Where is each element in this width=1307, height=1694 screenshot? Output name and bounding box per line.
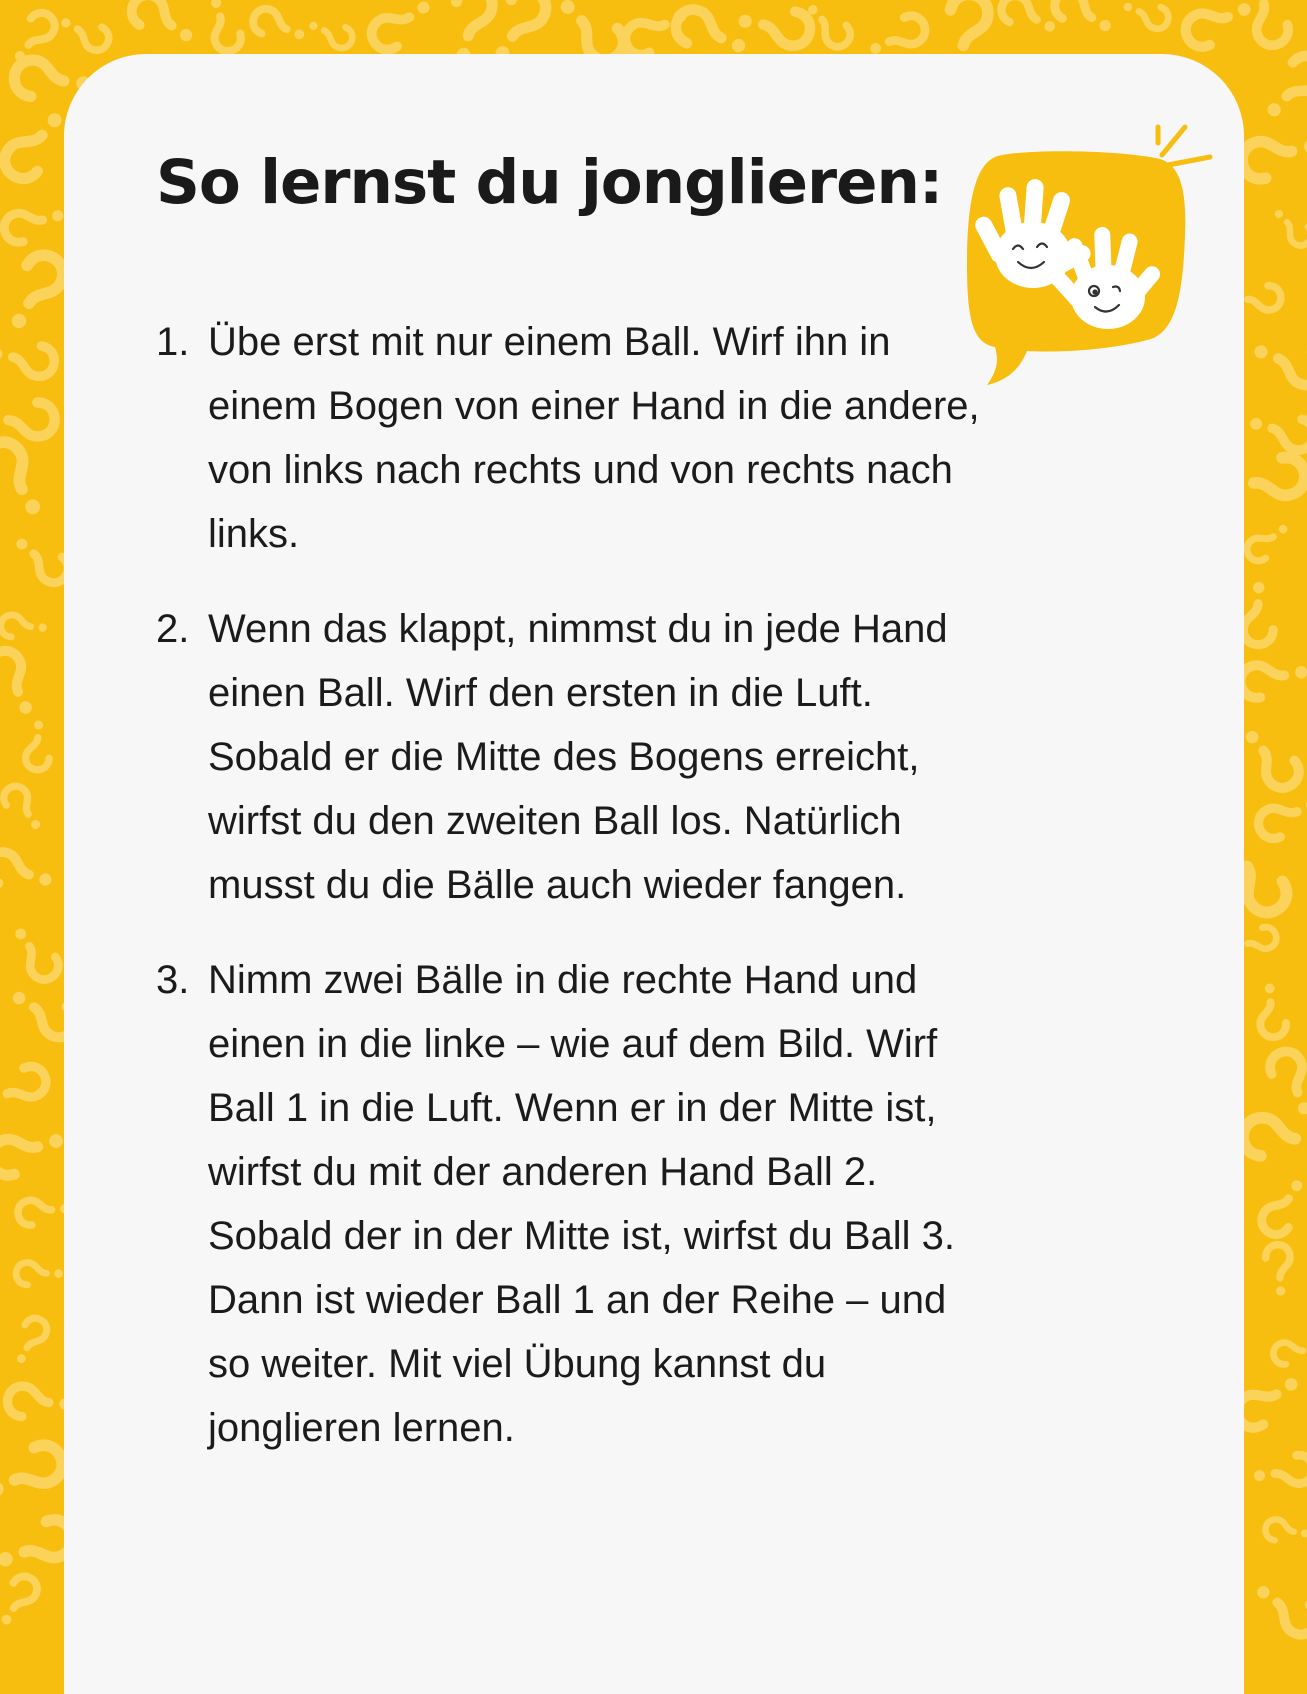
question-mark-icon <box>306 14 356 52</box>
question-mark-icon <box>1249 332 1307 390</box>
question-mark-icon <box>1 201 67 245</box>
question-mark-icon <box>0 401 55 436</box>
question-mark-icon <box>0 614 48 640</box>
step-text: Wenn das klappt, nimmst du in jede Hand einen Ball. Wirf den ersten in die Luft. Sobald er die Mitte des Bogens erreicht, wirfst du den zweiten Ball los. Natürlich musst du die Bälle auch wieder fangen. <box>208 597 996 917</box>
page-title: So lernst du jonglieren: <box>156 152 942 213</box>
question-mark-icon <box>1265 1047 1307 1121</box>
question-mark-icon <box>1252 1453 1307 1489</box>
question-mark-icon <box>1256 1174 1307 1240</box>
question-mark-icon <box>1243 581 1275 645</box>
question-mark-icon <box>56 9 112 54</box>
question-mark-icon <box>17 1197 71 1226</box>
step-number: 2. <box>156 597 189 661</box>
question-mark-icon <box>0 848 55 897</box>
question-mark-icon <box>0 248 70 335</box>
step-number: 1. <box>156 310 189 374</box>
question-mark-icon <box>1241 1116 1307 1162</box>
question-mark-icon <box>203 0 244 54</box>
step-item <box>156 948 996 1460</box>
step-item <box>156 310 996 566</box>
question-mark-icon <box>1238 128 1307 182</box>
question-mark-icon <box>1265 1244 1292 1296</box>
burst-lines <box>1158 127 1210 165</box>
step-number: 3. <box>156 948 189 1012</box>
waving-hands-speech-bubble-icon <box>955 115 1215 410</box>
question-mark-icon <box>1247 406 1307 453</box>
question-mark-icon <box>0 1062 51 1116</box>
question-mark-icon <box>0 1123 68 1180</box>
step-text: Übe erst mit nur einem Ball. Wirf ihn in einem Bogen von einer Hand in die andere, von links nach rechts und von rechts nach links. <box>208 310 996 566</box>
question-mark-icon <box>1269 203 1307 250</box>
steps-list <box>156 310 996 1491</box>
question-mark-icon <box>7 921 64 985</box>
question-mark-icon <box>25 720 52 771</box>
question-mark-icon <box>126 0 200 53</box>
question-mark-icon <box>8 1314 50 1367</box>
question-mark-icon <box>249 5 308 49</box>
question-mark-icon <box>1120 0 1171 32</box>
question-mark-icon <box>1264 1518 1307 1545</box>
question-mark-icon <box>1243 518 1294 565</box>
step-text: Nimm zwei Bälle in die rechte Hand und einen in die linke – wie auf dem Bild. Wirf Ball 1 in die Luft. Wenn er in der Mitte ist, wirfst du mit der anderen Hand Ball 2. Sobald der in der Mitte ist, wirfst du Ball 3. Dann ist wieder Ball 1 an der Reihe – und so weiter. Mit viel Übung kannst du jonglieren lernen. <box>208 948 996 1460</box>
question-mark-icon <box>1237 721 1306 794</box>
question-mark-icon <box>736 2 813 49</box>
question-mark-icon <box>1256 49 1307 125</box>
question-mark-icon <box>0 646 42 721</box>
question-mark-icon <box>1180 0 1257 52</box>
question-mark-icon <box>0 337 57 380</box>
question-mark-icon <box>366 0 439 56</box>
step-item <box>156 597 996 917</box>
question-mark-icon <box>0 782 47 836</box>
question-mark-icon <box>16 1262 63 1285</box>
question-mark-icon <box>0 1572 42 1630</box>
question-mark-icon <box>1244 0 1292 49</box>
question-mark-icon <box>1238 656 1307 700</box>
question-mark-icon <box>1257 983 1286 1038</box>
question-mark-icon <box>1249 1575 1307 1641</box>
question-mark-icon <box>1272 1339 1307 1365</box>
question-mark-icon <box>0 435 52 524</box>
question-mark-icon <box>1049 0 1116 42</box>
question-mark-icon <box>6 1385 72 1421</box>
question-mark-icon <box>1254 790 1307 843</box>
question-mark-icon <box>0 104 74 186</box>
question-mark-icon <box>0 1439 69 1508</box>
